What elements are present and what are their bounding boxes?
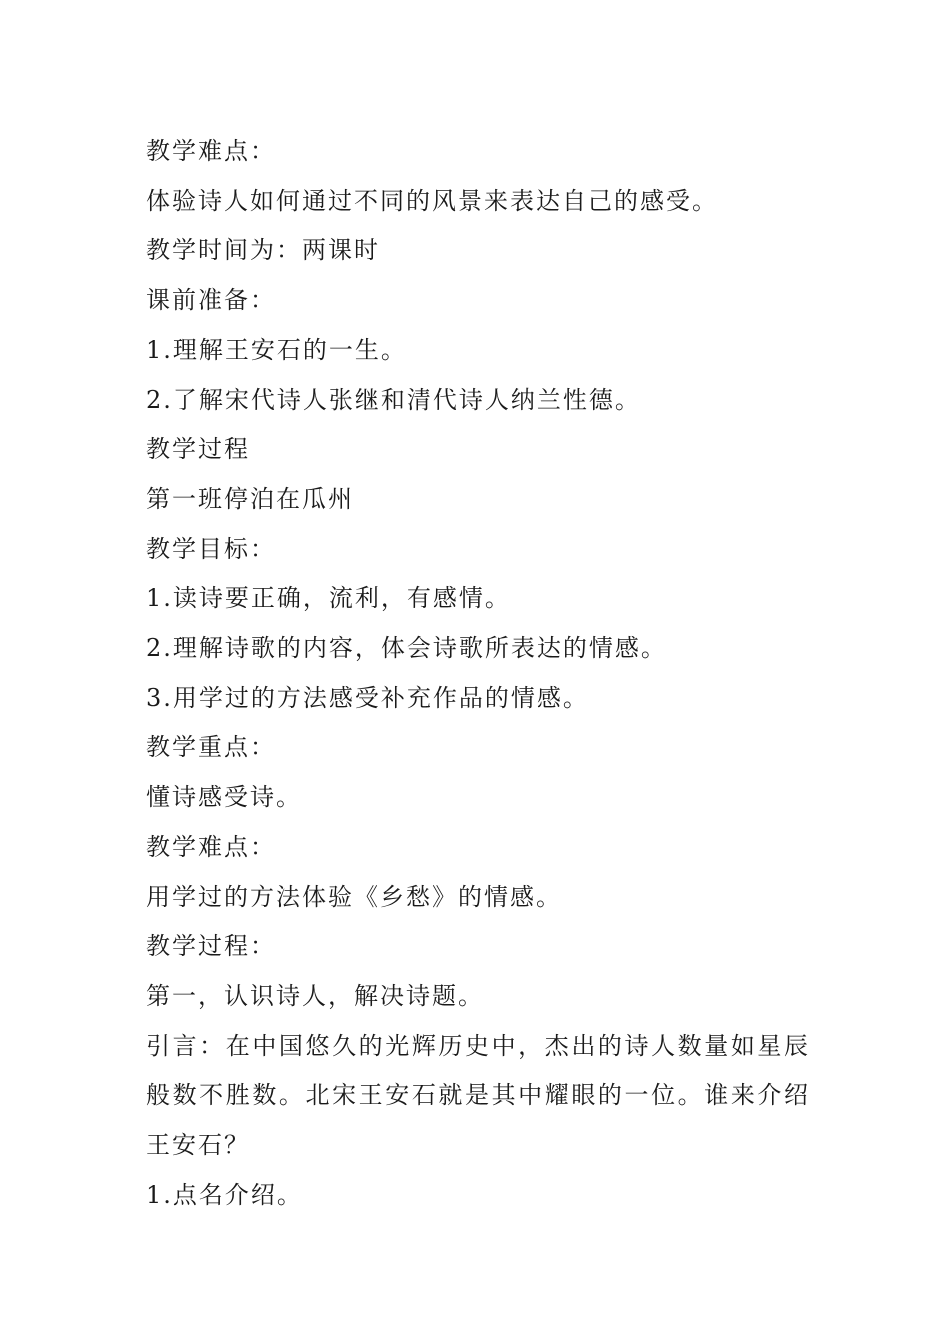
text-line: 第一，认识诗人，解决诗题。: [146, 981, 484, 1010]
lesson-title: 第一班停泊在瓜州: [146, 484, 354, 513]
list-item: 1.理解王安石的一生。: [146, 335, 407, 364]
list-item: 2.了解宋代诗人张继和清代诗人纳兰性德。: [146, 385, 641, 414]
heading-teaching-process: 教学过程: [146, 435, 250, 464]
list-item: 2.理解诗歌的内容，体会诗歌所表达的情感。: [146, 634, 667, 663]
list-item: 1.点名介绍。: [146, 1180, 303, 1209]
heading-teaching-goals: 教学目标：: [146, 534, 276, 563]
intro-paragraph: 引言：在中国悠久的光辉历史中，杰出的诗人数量如星辰般数不胜数。北宋王安石就是其中耀眼的一位。谁来介绍王安石？: [146, 1031, 810, 1160]
heading-teaching-difficulty: 教学难点：: [146, 137, 276, 165]
list-item: 3.用学过的方法感受补充作品的情感。: [146, 683, 589, 712]
heading-preparation: 课前准备：: [146, 286, 276, 315]
text-line: 体验诗人如何通过不同的风景来表达自己的感受。: [146, 186, 718, 215]
text-line: 懂诗感受诗。: [146, 783, 302, 812]
text-line: 教学时间为：两课时: [146, 236, 380, 265]
list-item: 1.读诗要正确，流利，有感情。: [146, 584, 511, 613]
heading-teaching-process: 教学过程：: [146, 932, 276, 961]
heading-key-points: 教学重点：: [146, 733, 276, 762]
document-body: [146, 127, 810, 1220]
text-line: 用学过的方法体验《乡愁》的情感。: [146, 882, 562, 911]
heading-teaching-difficulty: 教学难点：: [146, 832, 276, 861]
